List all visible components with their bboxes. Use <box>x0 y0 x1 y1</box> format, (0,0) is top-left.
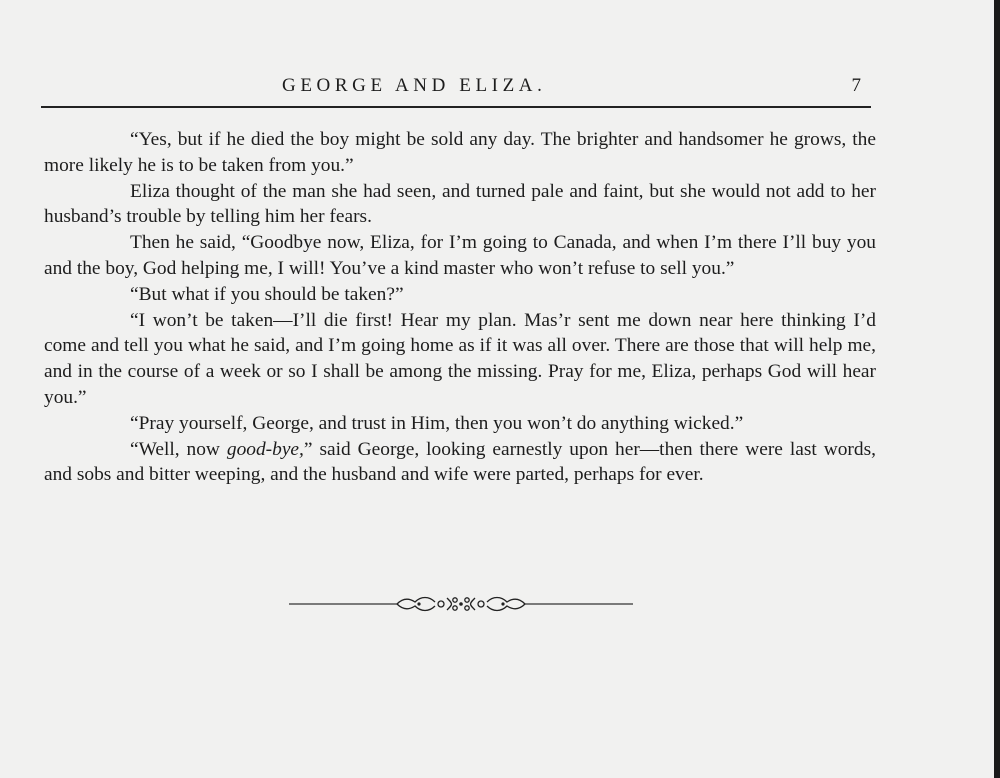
paragraph <box>44 437 876 489</box>
paragraph: “Pray yourself, George, and trust in Him, then you won’t do anything wicked.” <box>130 412 744 434</box>
header-rule <box>41 106 871 108</box>
page-edge <box>994 0 1000 778</box>
italic-phrase: good-bye, <box>226 438 304 460</box>
paragraph: “I won’t be taken—I’ll die first! Hear my plan. Mas’r sent me down near here thinking I’d come and tell you what he said, and I’m going home as if it was all over. There are those that will help me, and in the course of a week or so I shall be among the missing. Pray for me, Eliza, perhaps God will hear you.” <box>44 309 876 408</box>
ornament-divider-icon <box>289 592 633 616</box>
running-header <box>41 72 871 102</box>
paragraph-text: ” said George, looking earnestly upon her—then there were last words, and sobs and bitter weeping, and the husband and wife were parted, perhaps for ever. <box>44 438 876 486</box>
body-text <box>44 127 876 488</box>
paragraph: Then he said, “Goodbye now, Eliza, for I’m going to Canada, and when I’m there I’ll buy you and the boy, God helping me, I will! You’ve a kind master who won’t refuse to sell you.” <box>44 232 876 279</box>
paragraph-text: “Well, now <box>130 438 227 460</box>
page-number: 7 <box>851 75 861 96</box>
running-title: GEORGE AND ELIZA. <box>282 75 547 96</box>
paragraph: Eliza thought of the man she had seen, and turned pale and faint, but she would not add to her husband’s trouble by telling him her fears. <box>44 180 876 228</box>
paragraph: “Yes, but if he died the boy might be sold any day. The brighter and handsomer he grows, the more likely he is to be taken from you.” <box>44 129 876 176</box>
paragraph: “But what if you should be taken?” <box>130 283 404 305</box>
